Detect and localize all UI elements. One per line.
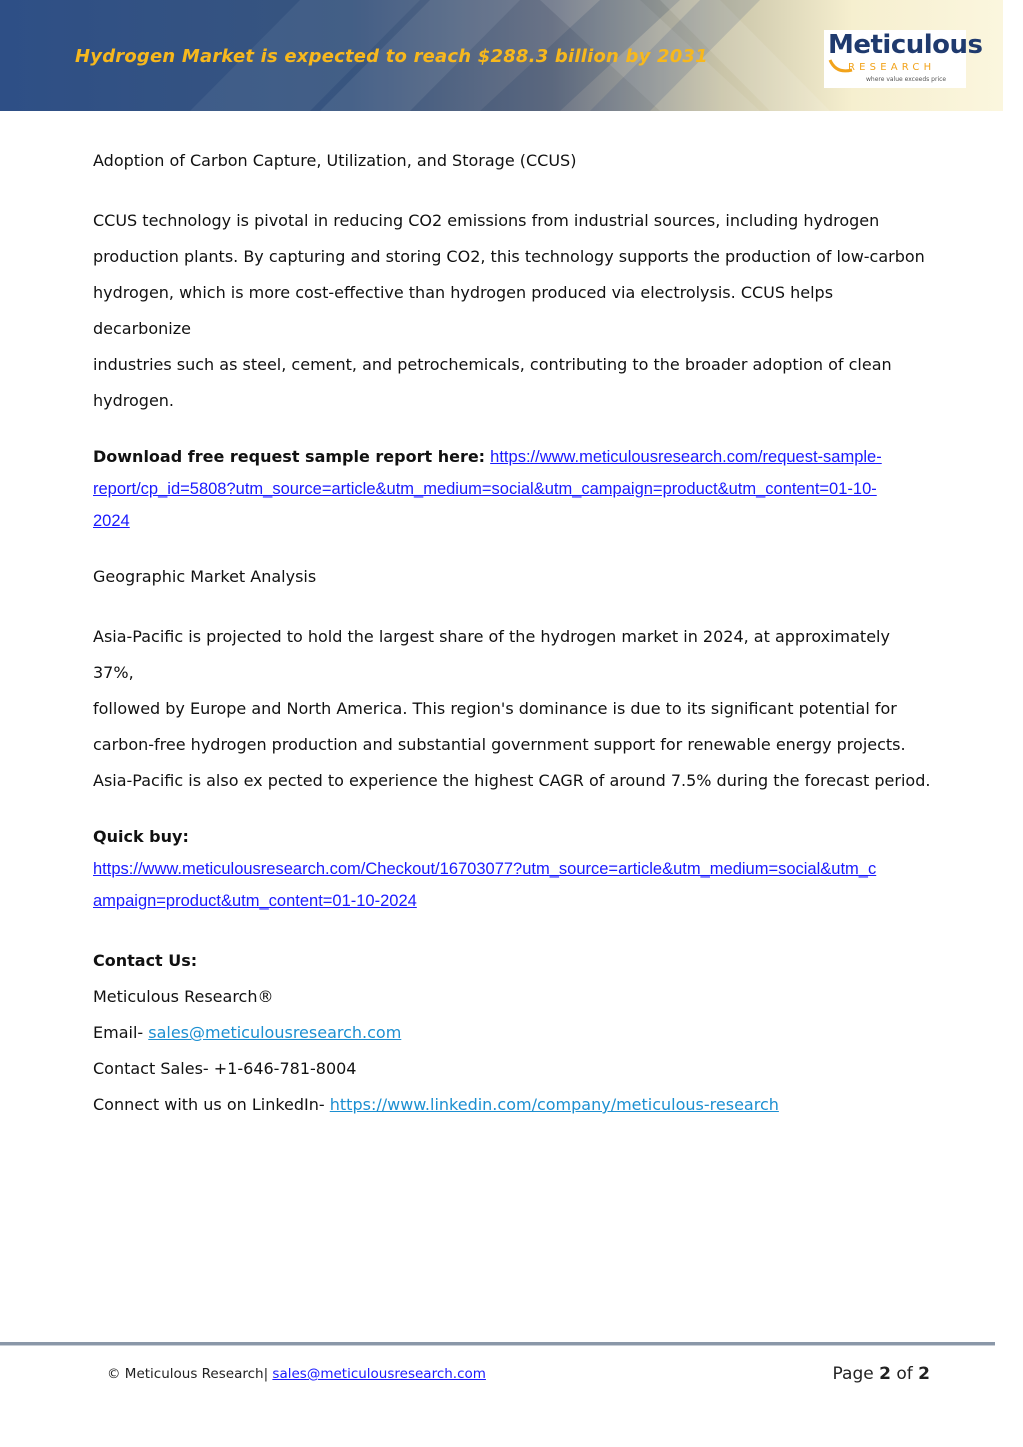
logo-wordmark: Meticulous: [828, 30, 983, 60]
contact-phone: Contact Sales- +1-646-781-8004: [93, 1059, 357, 1078]
email-prefix: Email-: [93, 1023, 149, 1042]
paragraph-line: CCUS technology is pivotal in reducing CO2 emissions from industrial sources, including hydrogen: [93, 211, 880, 230]
contact-email-line: [93, 1015, 933, 1051]
banner-title: Hydrogen Market is expected to reach $288.3 billion by 2031: [75, 46, 708, 67]
quick-buy-link[interactable]: https://www.meticulousresearch.com/Checkout/16703077?utm_source=article&utm_medium=social&utm_c: [93, 860, 877, 878]
quick-buy-label: Quick buy:: [93, 827, 189, 846]
copyright-text: © Meticulous Research|: [107, 1366, 273, 1382]
download-link-cont[interactable]: report/cp_id=5808?utm_source=article&utm_medium=social&utm_campaign=product&utm_content=01-10-: [93, 480, 877, 498]
geo-paragraph: [93, 619, 933, 799]
header-banner: [0, 0, 1003, 111]
linkedin-prefix: Connect with us on LinkedIn-: [93, 1095, 330, 1114]
logo-tagline: where value exceeds price: [866, 76, 947, 83]
linkedin-link[interactable]: https://www.linkedin.com/company/meticulous-research: [329, 1095, 779, 1114]
footer-email-link[interactable]: sales@meticulousresearch.com: [272, 1366, 486, 1382]
quick-buy-link-cont[interactable]: ampaign=product&utm_content=01-10-2024: [93, 892, 417, 910]
page-prefix: Page: [832, 1364, 880, 1384]
geo-heading: Geographic Market Analysis: [93, 567, 317, 586]
download-label: Download free request sample report here:: [93, 447, 486, 466]
quick-buy-section: [93, 821, 933, 917]
footer-divider: [0, 1342, 995, 1346]
paragraph-line: hydrogen.: [93, 391, 175, 410]
download-link[interactable]: https://www.meticulousresearch.com/request-sample-: [490, 448, 882, 466]
paragraph-line: Asia-Pacific is projected to hold the largest share of the hydrogen market in 2024, at approximately 37%,: [93, 627, 890, 682]
document-body: [93, 145, 933, 1123]
page-number: [833, 1364, 930, 1384]
download-link-cont[interactable]: 2024: [93, 512, 130, 530]
ccus-heading: Adoption of Carbon Capture, Utilization, and Storage (CCUS): [93, 151, 577, 170]
page-current: 2: [879, 1364, 891, 1384]
page-total: 2: [918, 1364, 930, 1384]
footer-copyright: [107, 1366, 486, 1382]
contact-email-link[interactable]: sales@meticulousresearch.com: [148, 1023, 402, 1042]
contact-section: [93, 943, 933, 1123]
contact-company: Meticulous Research®: [93, 987, 274, 1006]
contact-linkedin-line: [93, 1087, 933, 1123]
paragraph-line: production plants. By capturing and storing CO2, this technology supports the production of low-carbon: [93, 247, 925, 266]
logo-subtitle: RESEARCH: [848, 62, 936, 73]
paragraph-line: industries such as steel, cement, and petrochemicals, contributing to the broader adoption of clean: [93, 355, 892, 374]
download-sample-section: [93, 441, 933, 537]
meticulous-logo: [824, 30, 983, 88]
paragraph-line: carbon-free hydrogen production and substantial government support for renewable energy projects.: [93, 735, 906, 754]
ccus-paragraph: [93, 203, 933, 419]
paragraph-line: Asia-Pacific is also ex pected to experience the highest CAGR of around 7.5% during the forecast period.: [93, 771, 931, 790]
page-mid: of: [890, 1364, 919, 1384]
contact-label: Contact Us:: [93, 951, 198, 970]
paragraph-line: hydrogen, which is more cost-effective than hydrogen produced via electrolysis. CCUS helps decarbonize: [93, 283, 834, 338]
paragraph-line: followed by Europe and North America. This region's dominance is due to its significant potential for: [93, 699, 897, 718]
